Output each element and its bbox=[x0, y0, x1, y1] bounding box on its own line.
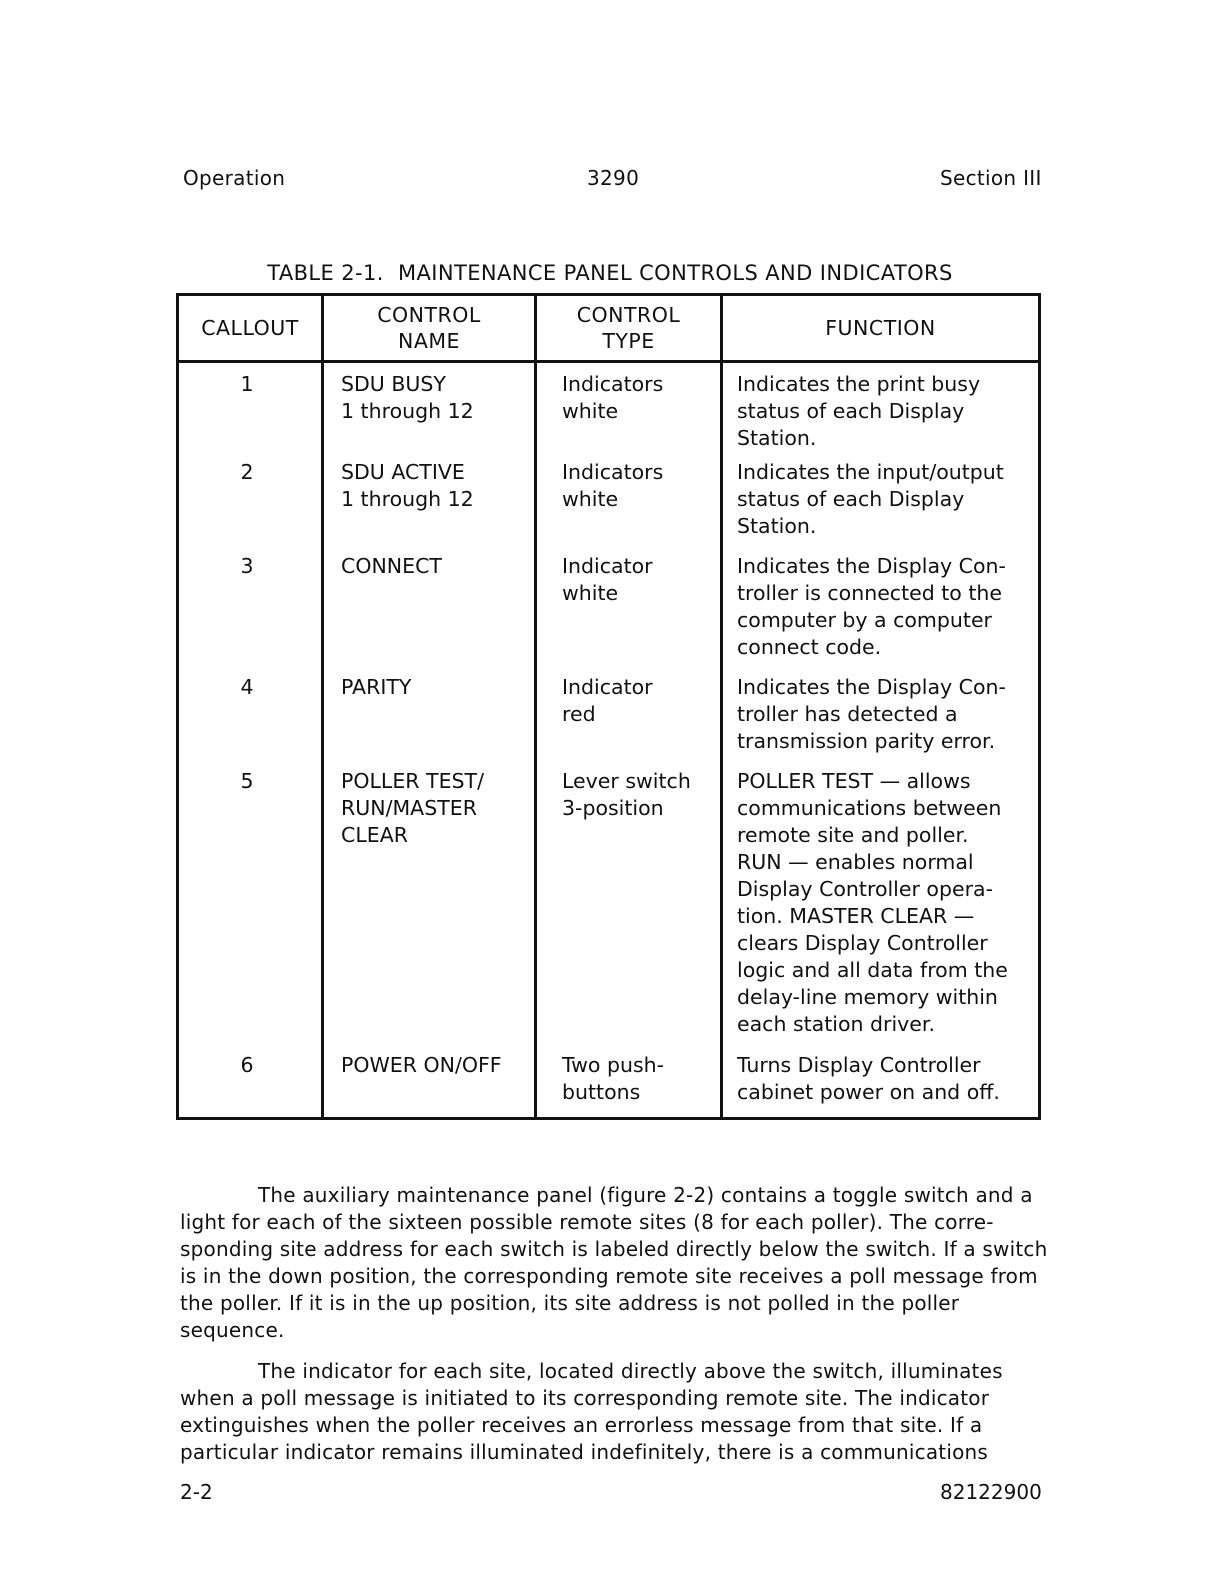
callout-cell: 4 bbox=[178, 674, 323, 768]
control-name-cell: CONNECT bbox=[323, 553, 536, 674]
body-paragraph bbox=[180, 1182, 1062, 1344]
header-section-name: Operation bbox=[183, 166, 286, 190]
function-cell: Indicates the print busy status of each Display Station. bbox=[722, 362, 1040, 460]
control-name-cell: SDU ACTIVE 1 through 12 bbox=[323, 459, 536, 553]
control-type-cell: Two push- buttons bbox=[536, 1052, 722, 1119]
callout-cell: 1 bbox=[178, 362, 323, 460]
control-name-cell: POLLER TEST/ RUN/MASTER CLEAR bbox=[323, 768, 536, 1052]
table-row bbox=[178, 362, 1040, 460]
column-header-callout: CALLOUT bbox=[178, 295, 323, 362]
function-cell: POLLER TEST — allows communications between remote site and poller. RUN — enables normal Display Controller opera- tion. MASTER CLEAR — clears Display Controller logic and all data from the delay-line memory within each station driver. bbox=[722, 768, 1040, 1052]
function-cell: Indicates the Display Con- troller has detected a transmission parity error. bbox=[722, 674, 1040, 768]
control-name-cell: SDU BUSY 1 through 12 bbox=[323, 362, 536, 460]
function-cell: Indicates the input/output status of each Display Station. bbox=[722, 459, 1040, 553]
callout-cell: 2 bbox=[178, 459, 323, 553]
table-title: TABLE 2-1. MAINTENANCE PANEL CONTROLS AND INDICATORS bbox=[267, 261, 953, 285]
table-row bbox=[178, 768, 1040, 1052]
controls-table bbox=[176, 293, 1041, 1120]
header-section-number: Section III bbox=[940, 166, 1042, 190]
table-row bbox=[178, 459, 1040, 553]
callout-cell: 5 bbox=[178, 768, 323, 1052]
controls-table-container bbox=[176, 293, 1038, 1120]
control-type-cell: Indicators white bbox=[536, 459, 722, 553]
column-header-control-name: CONTROL NAME bbox=[323, 295, 536, 362]
document-number: 82122900 bbox=[940, 1480, 1042, 1504]
body-paragraph bbox=[180, 1358, 1062, 1466]
control-type-cell: Indicator white bbox=[536, 553, 722, 674]
callout-cell: 3 bbox=[178, 553, 323, 674]
page-number: 2-2 bbox=[180, 1480, 213, 1504]
control-name-cell: PARITY bbox=[323, 674, 536, 768]
control-type-cell: Lever switch 3-position bbox=[536, 768, 722, 1052]
column-header-function: FUNCTION bbox=[722, 295, 1040, 362]
callout-cell: 6 bbox=[178, 1052, 323, 1119]
function-cell: Turns Display Controller cabinet power on and off. bbox=[722, 1052, 1040, 1119]
table-row bbox=[178, 674, 1040, 768]
table-row bbox=[178, 553, 1040, 674]
table-row bbox=[178, 1052, 1040, 1119]
control-type-cell: Indicators white bbox=[536, 362, 722, 460]
control-name-cell: POWER ON/OFF bbox=[323, 1052, 536, 1119]
column-header-control-type: CONTROL TYPE bbox=[536, 295, 722, 362]
paragraph-text: The auxiliary maintenance panel (figure 2-2) contains a toggle switch and a light for each of the sixteen possible remote sites (8 for each poller). The corre-sponding site address for each switch is labeled directly below the switch. If a switch is in the down position, the corresponding remote site receives a poll message from the poller. If it is in the up position, its site address is not polled in the poller sequence. bbox=[180, 1183, 1048, 1342]
paragraph-text: The indicator for each site, located directly above the switch, illuminates when a poll message is initiated to its corresponding remote site. The indicator extinguishes when the poller receives an errorless message from that site. If a particular indicator remains illuminated indefinitely, there is a communications bbox=[180, 1359, 1003, 1464]
function-cell: Indicates the Display Con- troller is connected to the computer by a computer connect code. bbox=[722, 553, 1040, 674]
header-model-number: 3290 bbox=[587, 166, 640, 190]
control-type-cell: Indicator red bbox=[536, 674, 722, 768]
table-header-row bbox=[178, 295, 1040, 362]
